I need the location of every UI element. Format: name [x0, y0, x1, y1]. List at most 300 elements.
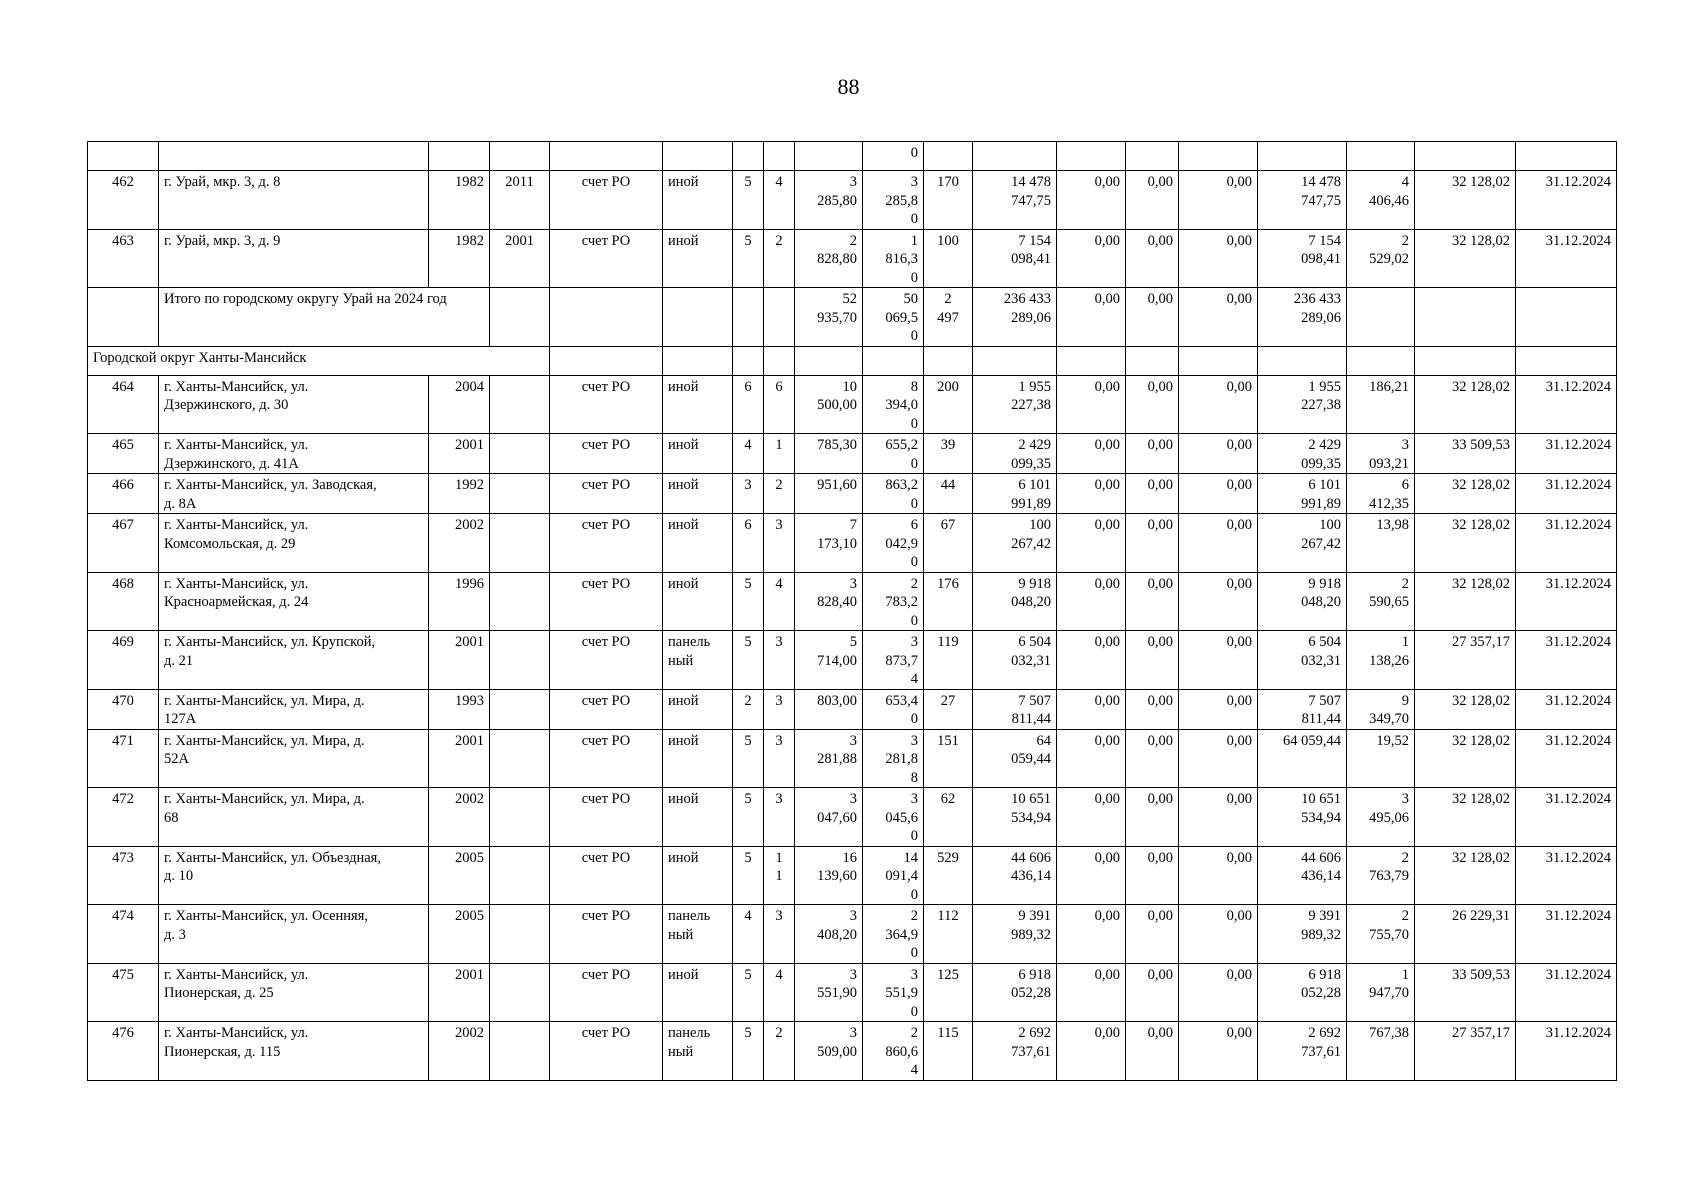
cell-floors: 5: [733, 1022, 764, 1081]
cell-repair-year: [490, 474, 550, 514]
cell-entrances: 4: [764, 963, 795, 1022]
cell-built-year: 1996: [429, 572, 490, 631]
cell-deadline: 31.12.2024: [1516, 434, 1617, 474]
cell-row-number: 475: [88, 963, 159, 1022]
table-row: [88, 1022, 1617, 1081]
cell-cost-col-2: 0,00: [1126, 229, 1179, 288]
cell-deadline: [1516, 142, 1617, 171]
cell-max-unit-cost: 32 128,02: [1415, 846, 1516, 905]
cell-entrances: [764, 142, 795, 171]
cell-cost-col-2: 0,00: [1126, 689, 1179, 729]
cell-address: г. Ханты-Мансийск, ул. Мира, д. 52А: [159, 729, 429, 788]
cell-repair-year: [490, 689, 550, 729]
cell-fund-cost: 2 429 099,35: [1258, 434, 1347, 474]
cell-built-year: 2004: [429, 375, 490, 434]
cell-max-unit-cost: 32 128,02: [1415, 572, 1516, 631]
cell-cost-col-2: [1126, 142, 1179, 171]
cell-total-area: 803,00: [795, 689, 863, 729]
cell-row-number: 463: [88, 229, 159, 288]
cell-empty: [795, 346, 863, 375]
cell-empty: [663, 346, 733, 375]
cell-cost-col-1: 0,00: [1057, 631, 1126, 690]
cell-cost-col-1: [1057, 142, 1126, 171]
cell-cost-col-1: 0,00: [1057, 171, 1126, 230]
cell-fund-method: счет РО: [550, 514, 663, 573]
cell-fund-cost: 6 504 032,31: [1258, 631, 1347, 690]
cell-total-area: 951,60: [795, 474, 863, 514]
cell-fund-method: счет РО: [550, 788, 663, 847]
cell-residents: 115: [924, 1022, 973, 1081]
cell-fund-method: счет РО: [550, 375, 663, 434]
cell-empty: [490, 288, 550, 347]
cell-unit-cost: 9 349,70: [1347, 689, 1415, 729]
cell-fund-method: счет РО: [550, 434, 663, 474]
table-row: [88, 434, 1617, 474]
cell-total-cost: 64 059,44: [973, 729, 1057, 788]
cell-fund-cost: 10 651 534,94: [1258, 788, 1347, 847]
cell-row-number: 464: [88, 375, 159, 434]
cell-deadline: 31.12.2024: [1516, 171, 1617, 230]
cell-entrances: 1: [764, 434, 795, 474]
total-cost: 236 433 289,06: [973, 288, 1057, 347]
cell-fund-method: счет РО: [550, 631, 663, 690]
cell-max-unit-cost: 32 128,02: [1415, 514, 1516, 573]
cell-row-number: 462: [88, 171, 159, 230]
cell-address: г. Ханты-Мансийск, ул. Пионерская, д. 25: [159, 963, 429, 1022]
cell-fund-method: счет РО: [550, 572, 663, 631]
cell-total-area: 3 047,60: [795, 788, 863, 847]
cell-entrances: 4: [764, 572, 795, 631]
cell-repair-year: [490, 729, 550, 788]
section-title: Городской округ Ханты-Мансийск: [88, 346, 550, 375]
cell-entrances: 2: [764, 474, 795, 514]
cell-living-area: 2 783,2 0: [863, 572, 924, 631]
cell-repair-year: [490, 905, 550, 964]
cell-address: г. Ханты-Мансийск, ул. Осенняя, д. 3: [159, 905, 429, 964]
cell-floors: 5: [733, 631, 764, 690]
cell-cost-col-1: 0,00: [1057, 474, 1126, 514]
cell-fund-cost: 9 391 989,32: [1258, 905, 1347, 964]
table-row: [88, 474, 1617, 514]
cell-entrances: 3: [764, 788, 795, 847]
total-label: Итого по городскому округу Урай на 2024 год: [159, 288, 490, 347]
cell-deadline: 31.12.2024: [1516, 788, 1617, 847]
cell-max-unit-cost: 32 128,02: [1415, 788, 1516, 847]
cell-repair-year: [490, 1022, 550, 1081]
table-row: [88, 729, 1617, 788]
cell-cost-col-3: 0,00: [1179, 572, 1258, 631]
cell-floors: 6: [733, 514, 764, 573]
cell-living-area: 1 816,3 0: [863, 229, 924, 288]
cell-living-area: 3 281,8 8: [863, 729, 924, 788]
cell-row-number: 471: [88, 729, 159, 788]
cell-unit-cost: 767,38: [1347, 1022, 1415, 1081]
cell-residents: 529: [924, 846, 973, 905]
page-number: 88: [837, 74, 860, 99]
cell-max-unit-cost: 32 128,02: [1415, 375, 1516, 434]
cell-cost-col-2: 0,00: [1126, 375, 1179, 434]
housing-register-table: [87, 141, 1617, 1081]
cell-wall-material: [663, 142, 733, 171]
cell-fund-method: счет РО: [550, 729, 663, 788]
cell-built-year: [429, 142, 490, 171]
cell-fund-method: счет РО: [550, 1022, 663, 1081]
table-row: [88, 142, 1617, 171]
cell-deadline: 31.12.2024: [1516, 1022, 1617, 1081]
cell-wall-material: иной: [663, 229, 733, 288]
cell-total-cost: 2 429 099,35: [973, 434, 1057, 474]
cell-empty: [973, 346, 1057, 375]
cell-cost-col-2: 0,00: [1126, 514, 1179, 573]
cell-unit-cost: 1 947,70: [1347, 963, 1415, 1022]
cell-residents: 176: [924, 572, 973, 631]
cell-cost-col-3: 0,00: [1179, 171, 1258, 230]
cell-floors: 6: [733, 375, 764, 434]
table-row: [88, 375, 1617, 434]
cell-fund-method: [550, 142, 663, 171]
cell-empty: [733, 288, 764, 347]
cell-total-area: 785,30: [795, 434, 863, 474]
cell-deadline: 31.12.2024: [1516, 631, 1617, 690]
cell-total-cost: 2 692 737,61: [973, 1022, 1057, 1081]
cell-empty: [1415, 288, 1516, 347]
cell-address: г. Урай, мкр. 3, д. 9: [159, 229, 429, 288]
table-row: [88, 788, 1617, 847]
cell-repair-year: [490, 846, 550, 905]
cell-floors: 5: [733, 846, 764, 905]
cell-residents: 62: [924, 788, 973, 847]
cell-total-area: 3 408,20: [795, 905, 863, 964]
cell-residents: 151: [924, 729, 973, 788]
cell-empty: [924, 346, 973, 375]
cell-total-area: 3 281,88: [795, 729, 863, 788]
cell-address: г. Ханты-Мансийск, ул. Комсомольская, д. 29: [159, 514, 429, 573]
cell-entrances: 4: [764, 171, 795, 230]
cell-built-year: 1982: [429, 229, 490, 288]
cell-row-number: 473: [88, 846, 159, 905]
cell-fund-cost: 7 154 098,41: [1258, 229, 1347, 288]
cell-floors: 5: [733, 788, 764, 847]
cell-address: г. Ханты-Мансийск, ул. Пионерская, д. 115: [159, 1022, 429, 1081]
cell-living-area: 653,4 0: [863, 689, 924, 729]
cell-max-unit-cost: [1415, 142, 1516, 171]
cell-address: г. Ханты-Мансийск, ул. Объездная, д. 10: [159, 846, 429, 905]
cell-floors: 3: [733, 474, 764, 514]
cell-wall-material: иной: [663, 846, 733, 905]
cell-floors: 5: [733, 729, 764, 788]
cell-built-year: 2001: [429, 434, 490, 474]
cell-cost-col-1: 0,00: [1057, 689, 1126, 729]
cell-cost-col-3: 0,00: [1179, 905, 1258, 964]
cell-living-area: 3 551,9 0: [863, 963, 924, 1022]
cell-cost-col-2: 0,00: [1126, 788, 1179, 847]
cell-deadline: 31.12.2024: [1516, 689, 1617, 729]
register-body: [88, 142, 1617, 1081]
cell-cost-col-1: 0,00: [1057, 434, 1126, 474]
cell-wall-material: панель ный: [663, 1022, 733, 1081]
cell-fund-method: счет РО: [550, 846, 663, 905]
cell-max-unit-cost: 33 509,53: [1415, 963, 1516, 1022]
cell-address: [159, 142, 429, 171]
section-header-row: [88, 346, 1617, 375]
cell-cost-col-2: 0,00: [1126, 474, 1179, 514]
cell-unit-cost: 1 138,26: [1347, 631, 1415, 690]
cell-fund-method: счет РО: [550, 171, 663, 230]
cell-cost-col-2: 0,00: [1126, 905, 1179, 964]
cell-repair-year: [490, 572, 550, 631]
cell-row-number: 467: [88, 514, 159, 573]
cell-built-year: 2001: [429, 963, 490, 1022]
cell-unit-cost: 2 529,02: [1347, 229, 1415, 288]
cell-fund-cost: 1 955 227,38: [1258, 375, 1347, 434]
cell-residents: 170: [924, 171, 973, 230]
cell-total-area: 3 828,40: [795, 572, 863, 631]
cell-unit-cost: 2 763,79: [1347, 846, 1415, 905]
cell-cost-col-1: 0,00: [1057, 905, 1126, 964]
table-row: [88, 689, 1617, 729]
cell-empty: [1347, 288, 1415, 347]
cell-living-area: 3 285,8 0: [863, 171, 924, 230]
cell-unit-cost: 4 406,46: [1347, 171, 1415, 230]
cell-fund-cost: 6 918 052,28: [1258, 963, 1347, 1022]
cell-cost-col-2: 0,00: [1126, 434, 1179, 474]
cell-cost-col-2: 0,00: [1126, 631, 1179, 690]
cell-residents: 44: [924, 474, 973, 514]
cell-fund-cost: [1258, 142, 1347, 171]
cell-wall-material: иной: [663, 375, 733, 434]
cell-residents: 125: [924, 963, 973, 1022]
cell-cost-col-2: 0,00: [1126, 963, 1179, 1022]
cell-total-cost: 9 391 989,32: [973, 905, 1057, 964]
cell-total-area: 3 509,00: [795, 1022, 863, 1081]
cell-residents: 112: [924, 905, 973, 964]
cell-max-unit-cost: 27 357,17: [1415, 631, 1516, 690]
cell-row-number: 468: [88, 572, 159, 631]
cell-empty: [550, 346, 663, 375]
cell-built-year: 1982: [429, 171, 490, 230]
table-row: [88, 171, 1617, 230]
cell-unit-cost: 3 495,06: [1347, 788, 1415, 847]
cell-address: г. Ханты-Мансийск, ул. Дзержинского, д. 30: [159, 375, 429, 434]
cell-floors: 4: [733, 434, 764, 474]
cell-fund-cost: 44 606 436,14: [1258, 846, 1347, 905]
cell-row-number: 469: [88, 631, 159, 690]
cell-built-year: 2005: [429, 846, 490, 905]
cell-empty: [1415, 346, 1516, 375]
cell-cost-col-1: 0,00: [1057, 572, 1126, 631]
cell-repair-year: [490, 963, 550, 1022]
cell-built-year: 2005: [429, 905, 490, 964]
cell-address: г. Ханты-Мансийск, ул. Заводская, д. 8А: [159, 474, 429, 514]
cell-wall-material: иной: [663, 514, 733, 573]
cell-row-number: 466: [88, 474, 159, 514]
cell-empty: [1179, 346, 1258, 375]
cell-unit-cost: 2 590,65: [1347, 572, 1415, 631]
cell-repair-year: [490, 142, 550, 171]
cell-residents: 200: [924, 375, 973, 434]
cell-deadline: 31.12.2024: [1516, 474, 1617, 514]
cell-deadline: 31.12.2024: [1516, 514, 1617, 573]
total-fund-cost: 236 433 289,06: [1258, 288, 1347, 347]
cell-wall-material: панель ный: [663, 631, 733, 690]
cell-unit-cost: 2 755,70: [1347, 905, 1415, 964]
cell-entrances: 2: [764, 229, 795, 288]
cell-fund-cost: 64 059,44: [1258, 729, 1347, 788]
cell-wall-material: панель ный: [663, 905, 733, 964]
cell-entrances: 3: [764, 514, 795, 573]
cell-entrances: 3: [764, 729, 795, 788]
cell-living-area: 0: [863, 142, 924, 171]
cell-deadline: 31.12.2024: [1516, 729, 1617, 788]
cell-built-year: 1992: [429, 474, 490, 514]
cell-floors: 5: [733, 963, 764, 1022]
cell-wall-material: иной: [663, 963, 733, 1022]
cell-total-area: 16 139,60: [795, 846, 863, 905]
cell-total-area: [795, 142, 863, 171]
cell-cost-col-1: 0,00: [1057, 1022, 1126, 1081]
cell-cost-col-1: 0,00: [1057, 846, 1126, 905]
cell-fund-cost: 2 692 737,61: [1258, 1022, 1347, 1081]
cell-built-year: 2002: [429, 788, 490, 847]
cell-wall-material: иной: [663, 729, 733, 788]
cell-residents: 100: [924, 229, 973, 288]
total-row: [88, 288, 1617, 347]
cell-max-unit-cost: 32 128,02: [1415, 229, 1516, 288]
cell-row-number: [88, 288, 159, 347]
cell-wall-material: иной: [663, 434, 733, 474]
cell-cost-col-2: 0,00: [1126, 1022, 1179, 1081]
cell-living-area: 2 364,9 0: [863, 905, 924, 964]
cell-residents: [924, 142, 973, 171]
total-cost-col-3: 0,00: [1179, 288, 1258, 347]
cell-cost-col-3: 0,00: [1179, 434, 1258, 474]
cell-cost-col-3: 0,00: [1179, 229, 1258, 288]
cell-empty: [663, 288, 733, 347]
cell-cost-col-2: 0,00: [1126, 572, 1179, 631]
cell-unit-cost: 186,21: [1347, 375, 1415, 434]
cell-unit-cost: 19,52: [1347, 729, 1415, 788]
cell-empty: [1347, 346, 1415, 375]
cell-wall-material: иной: [663, 788, 733, 847]
cell-total-cost: 6 918 052,28: [973, 963, 1057, 1022]
cell-fund-cost: 7 507 811,44: [1258, 689, 1347, 729]
cell-cost-col-2: 0,00: [1126, 846, 1179, 905]
cell-residents: 27: [924, 689, 973, 729]
cell-fund-method: счет РО: [550, 474, 663, 514]
cell-fund-cost: 100 267,42: [1258, 514, 1347, 573]
cell-total-cost: [973, 142, 1057, 171]
cell-fund-cost: 9 918 048,20: [1258, 572, 1347, 631]
cell-built-year: 2001: [429, 631, 490, 690]
cell-max-unit-cost: 27 357,17: [1415, 1022, 1516, 1081]
cell-total-area: 3 285,80: [795, 171, 863, 230]
cell-cost-col-3: 0,00: [1179, 963, 1258, 1022]
cell-empty: [1516, 346, 1617, 375]
cell-floors: 5: [733, 572, 764, 631]
cell-residents: 119: [924, 631, 973, 690]
cell-max-unit-cost: 32 128,02: [1415, 729, 1516, 788]
cell-max-unit-cost: 32 128,02: [1415, 171, 1516, 230]
cell-living-area: 863,2 0: [863, 474, 924, 514]
cell-built-year: 1993: [429, 689, 490, 729]
cell-fund-method: счет РО: [550, 229, 663, 288]
cell-cost-col-3: 0,00: [1179, 846, 1258, 905]
cell-total-cost: 9 918 048,20: [973, 572, 1057, 631]
cell-address: г. Ханты-Мансийск, ул. Мира, д. 68: [159, 788, 429, 847]
cell-address: г. Ханты-Мансийск, ул. Крупской, д. 21: [159, 631, 429, 690]
cell-max-unit-cost: 33 509,53: [1415, 434, 1516, 474]
cell-living-area: 6 042,9 0: [863, 514, 924, 573]
cell-unit-cost: 6 412,35: [1347, 474, 1415, 514]
table-row: [88, 963, 1617, 1022]
cell-max-unit-cost: 32 128,02: [1415, 689, 1516, 729]
cell-total-area: 3 551,90: [795, 963, 863, 1022]
cell-row-number: 472: [88, 788, 159, 847]
total-living-area: 50 069,5 0: [863, 288, 924, 347]
cell-wall-material: иной: [663, 572, 733, 631]
cell-total-cost: 100 267,42: [973, 514, 1057, 573]
cell-entrances: 3: [764, 631, 795, 690]
cell-deadline: 31.12.2024: [1516, 572, 1617, 631]
cell-total-cost: 10 651 534,94: [973, 788, 1057, 847]
cell-cost-col-3: 0,00: [1179, 788, 1258, 847]
cell-residents: 39: [924, 434, 973, 474]
cell-repair-year: [490, 514, 550, 573]
table-row: [88, 631, 1617, 690]
cell-cost-col-1: 0,00: [1057, 514, 1126, 573]
cell-address: г. Ханты-Мансийск, ул. Красноармейская, д. 24: [159, 572, 429, 631]
cell-deadline: 31.12.2024: [1516, 963, 1617, 1022]
cell-total-cost: 44 606 436,14: [973, 846, 1057, 905]
cell-row-number: [88, 142, 159, 171]
cell-repair-year: 2001: [490, 229, 550, 288]
cell-unit-cost: 13,98: [1347, 514, 1415, 573]
cell-repair-year: 2011: [490, 171, 550, 230]
cell-entrances: 3: [764, 689, 795, 729]
cell-empty: [764, 346, 795, 375]
cell-built-year: 2001: [429, 729, 490, 788]
table-row: [88, 514, 1617, 573]
cell-total-area: 5 714,00: [795, 631, 863, 690]
cell-empty: [764, 288, 795, 347]
table-row: [88, 572, 1617, 631]
cell-empty: [1516, 288, 1617, 347]
cell-total-cost: 6 101 991,89: [973, 474, 1057, 514]
cell-cost-col-1: 0,00: [1057, 375, 1126, 434]
cell-cost-col-1: 0,00: [1057, 788, 1126, 847]
cell-cost-col-3: 0,00: [1179, 1022, 1258, 1081]
cell-living-area: 8 394,0 0: [863, 375, 924, 434]
cell-row-number: 470: [88, 689, 159, 729]
cell-total-area: 2 828,80: [795, 229, 863, 288]
cell-fund-method: счет РО: [550, 963, 663, 1022]
cell-deadline: 31.12.2024: [1516, 229, 1617, 288]
cell-entrances: 6: [764, 375, 795, 434]
cell-living-area: 14 091,4 0: [863, 846, 924, 905]
cell-cost-col-1: 0,00: [1057, 229, 1126, 288]
cell-residents: 67: [924, 514, 973, 573]
cell-empty: [1126, 346, 1179, 375]
cell-fund-cost: 14 478 747,75: [1258, 171, 1347, 230]
cell-repair-year: [490, 434, 550, 474]
cell-total-cost: 7 154 098,41: [973, 229, 1057, 288]
cell-cost-col-2: 0,00: [1126, 729, 1179, 788]
cell-built-year: 2002: [429, 1022, 490, 1081]
cell-total-area: 10 500,00: [795, 375, 863, 434]
cell-total-cost: 1 955 227,38: [973, 375, 1057, 434]
cell-repair-year: [490, 375, 550, 434]
cell-entrances: 2: [764, 1022, 795, 1081]
